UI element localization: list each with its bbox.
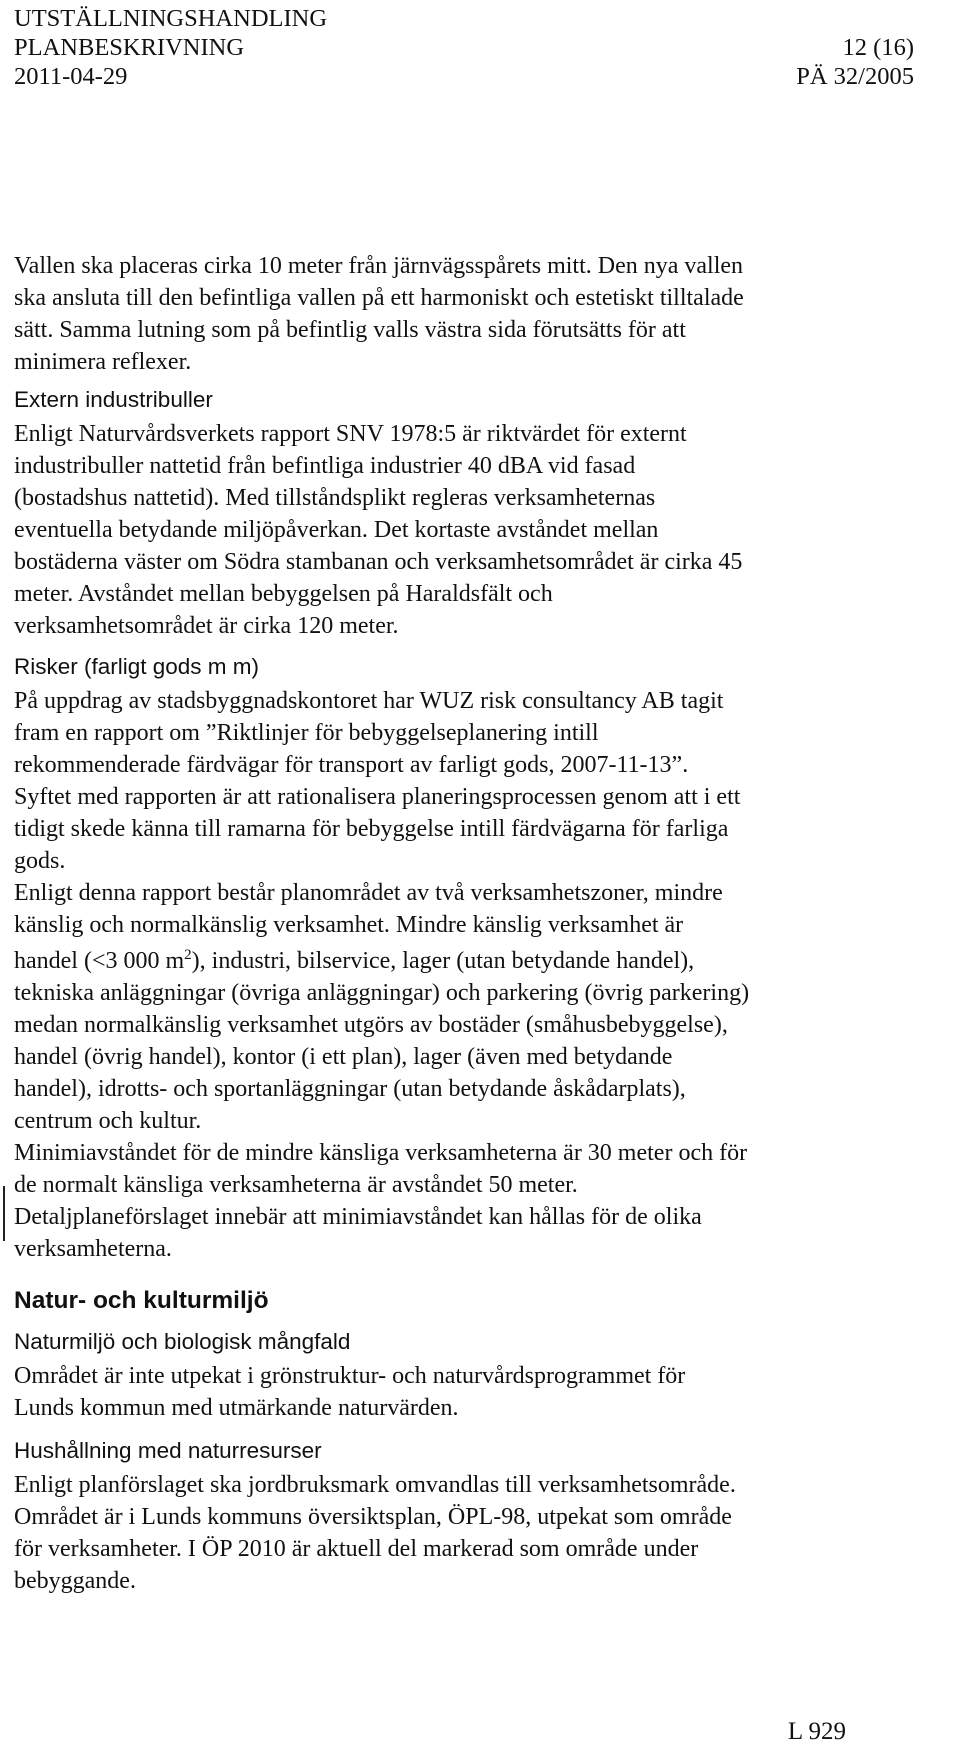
text-line: rekommenderade färdvägar för transport av farligt gods, 2007-11-13”.: [14, 752, 689, 778]
text-line: bebyggande.: [14, 1568, 136, 1594]
text-line: bostäderna väster om Södra stambanan och verksamhetsområdet är cirka 45: [14, 549, 743, 575]
text-line: gods.: [14, 848, 66, 874]
text-line: handel (övrig handel), kontor (i ett plan), lager (även med betydande: [14, 1044, 673, 1070]
text-line: meter. Avståndet mellan bebyggelsen på Haraldsfält och: [14, 581, 553, 607]
text-fragment: handel (<3 000 m: [14, 948, 185, 974]
risk-paragraph-4: [14, 1137, 944, 1201]
text-line: tekniska anläggningar (övriga anläggningar) och parkering (övrig parkering): [14, 980, 750, 1006]
text-line: handel), idrotts- och sportanläggningar (utan betydande åskådarplats),: [14, 1076, 686, 1102]
revision-change-bar: [3, 1186, 5, 1241]
subsection-heading-hushallning: Hushållning med naturresurser: [14, 1438, 322, 1463]
text-line: minimera reflexer.: [14, 349, 192, 375]
text-fragment: ), industri, bilservice, lager (utan betydande handel),: [191, 948, 695, 974]
hushallning-paragraph: [14, 1469, 944, 1597]
text-line: känslig och normalkänslig verksamhet. Mindre känslig verksamhet är: [14, 912, 684, 938]
noise-paragraph: [14, 418, 944, 642]
risk-paragraph-1: [14, 685, 944, 781]
section-heading-risker: Risker (farligt gods m m): [14, 654, 260, 679]
risk-paragraph-2: [14, 781, 944, 877]
superscript: 2: [184, 947, 192, 963]
header-row-2: [14, 33, 914, 62]
text-line: verksamhetsområdet är cirka 120 meter.: [14, 613, 399, 639]
text-line: fram en rapport om ”Riktlinjer för bebyggelseplanering intill: [14, 720, 599, 746]
text-line: Området är i Lunds kommuns översiktsplan, ÖPL-98, utpekat som område: [14, 1504, 732, 1530]
document-body: [14, 250, 944, 1597]
section-heading-natur-och-kulturmiljo: Natur- och kulturmiljö: [14, 1287, 269, 1314]
document-reference: PÄ 32/2005: [796, 63, 914, 90]
text-line: Lunds kommun med utmärkande naturvärden.: [14, 1395, 459, 1421]
document-date: 2011-04-29: [14, 63, 128, 90]
text-line: Området är inte utpekat i grönstruktur- och naturvårdsprogrammet för: [14, 1363, 686, 1389]
text-line: Minimiavståndet för de mindre känsliga verksamheterna är 30 meter och för: [14, 1140, 748, 1166]
text-line: Detaljplaneförslaget innebär att minimiavståndet kan hållas för de olika: [14, 1204, 702, 1230]
header-row-1: [14, 4, 914, 33]
text-line-with-superscript: [14, 941, 944, 977]
text-line: industribuller nattetid från befintliga industrier 40 dBA vid fasad: [14, 453, 636, 479]
document-type: PLANBESKRIVNING: [14, 34, 245, 61]
risk-paragraph-5: [14, 1201, 944, 1265]
text-line: (bostadshus nattetid). Med tillståndsplikt regleras verksamheternas: [14, 485, 656, 511]
text-line: Enligt denna rapport består planområdet av två verksamhetszoner, mindre: [14, 880, 723, 906]
page-header: [14, 4, 914, 91]
text-line: medan normalkänslig verksamhet utgörs av bostäder (småhusbebyggelse),: [14, 1012, 728, 1038]
text-line: verksamheterna.: [14, 1236, 172, 1262]
text-line: sätt. Samma lutning som på befintlig valls västra sida förutsätts för att: [14, 317, 686, 343]
text-line: På uppdrag av stadsbyggnadskontoret har WUZ risk consultancy AB tagit: [14, 688, 724, 714]
footer-code: L 929: [787, 1718, 846, 1745]
text-line: Enligt planförslaget ska jordbruksmark omvandlas till verksamhetsområde.: [14, 1472, 736, 1498]
document-status: UTSTÄLLNINGSHANDLING: [14, 5, 328, 32]
section-heading-extern-industribuller: Extern industribuller: [14, 387, 213, 412]
text-line: eventuella betydande miljöpåverkan. Det kortaste avståndet mellan: [14, 517, 659, 543]
text-line: för verksamheter. I ÖP 2010 är aktuell del markerad som område under: [14, 1536, 699, 1562]
text-line: ska ansluta till den befintliga vallen på ett harmoniskt och estetiskt tilltalade: [14, 285, 744, 311]
intro-paragraph: [14, 250, 944, 378]
page-number: 12 (16): [842, 34, 914, 61]
page-footer: [787, 1718, 846, 1745]
text-line: de normalt känsliga verksamheterna är avståndet 50 meter.: [14, 1172, 578, 1198]
text-line: Vallen ska placeras cirka 10 meter från järnvägsspårets mitt. Den nya vallen: [14, 253, 744, 279]
text-line: Enligt Naturvårdsverkets rapport SNV 1978:5 är riktvärdet för externt: [14, 421, 687, 447]
text-line: Syftet med rapporten är att rationalisera planeringsprocessen genom att i ett: [14, 784, 741, 810]
subsection-heading-naturmiljo: Naturmiljö och biologisk mångfald: [14, 1329, 351, 1354]
naturmiljo-paragraph: [14, 1360, 944, 1424]
text-line: tidigt skede känna till ramarna för bebyggelse intill färdvägarna för farliga: [14, 816, 729, 842]
text-line: centrum och kultur.: [14, 1108, 202, 1134]
risk-paragraph-3: [14, 877, 944, 1137]
header-row-3: [14, 62, 914, 91]
